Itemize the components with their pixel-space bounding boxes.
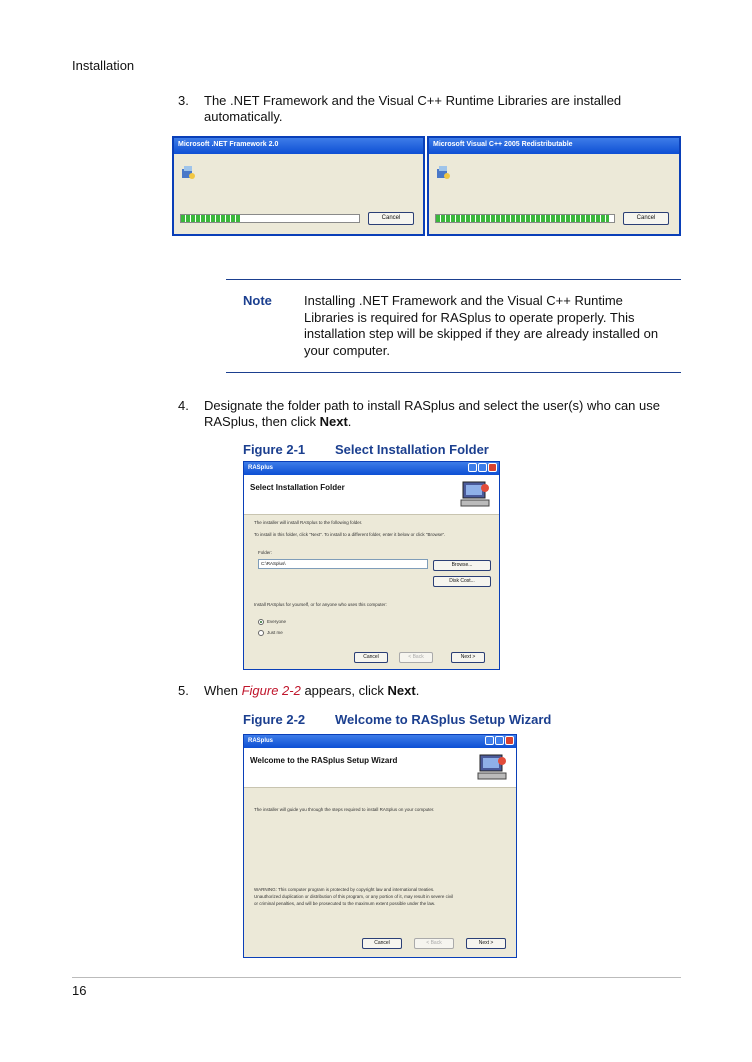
cancel-button[interactable]: Cancel xyxy=(623,212,669,225)
window-controls xyxy=(485,736,514,745)
users-prompt: Install RASplus for yourself, or for anyone who uses this computer: xyxy=(254,602,387,607)
setup-wizard-window xyxy=(243,734,517,958)
step-number: 3. xyxy=(178,93,189,108)
warning-line-3: or criminal penalties, and will be prosecuted to the maximum extent possible under the law. xyxy=(254,901,436,906)
setup-icon xyxy=(180,164,196,180)
everyone-radio[interactable] xyxy=(258,619,264,625)
minimize-icon[interactable] xyxy=(468,463,477,472)
step-text: The .NET Framework and the Visual C++ Runtime Libraries are installed automatically. xyxy=(204,93,622,124)
cancel-button[interactable]: Cancel xyxy=(368,212,414,225)
folder-label: Folder: xyxy=(258,550,273,555)
note-bottom-rule xyxy=(226,372,681,373)
window-title: Microsoft Visual C++ 2005 Redistributable xyxy=(429,138,679,154)
warning-line-2: Unauthorized duplication or distribution of this program, or any portion of it, may result in severe civil xyxy=(254,894,454,899)
step-number: 4. xyxy=(178,398,189,413)
progress-bar xyxy=(180,214,360,223)
footer-rule xyxy=(72,977,681,978)
step-number: 5. xyxy=(178,683,189,698)
wizard-header xyxy=(244,748,516,788)
disk-cost-button[interactable]: Disk Cost... xyxy=(433,576,491,587)
back-button[interactable]: < Back xyxy=(399,652,433,663)
folder-input[interactable]: C:\RASplus\ xyxy=(258,559,428,569)
step-text: Designate the folder path to install RASplus and select the user(s) who can use RASplus, then click Next. xyxy=(204,398,660,429)
step-3 xyxy=(178,93,688,127)
figure-caption xyxy=(243,442,543,458)
select-folder-window xyxy=(243,461,500,670)
computer-icon xyxy=(459,478,493,510)
next-button[interactable]: Next > xyxy=(466,938,506,949)
minimize-icon[interactable] xyxy=(485,736,494,745)
computer-icon xyxy=(476,751,510,783)
figure-number: Figure 2-1 xyxy=(243,442,306,457)
progress-bar xyxy=(435,214,615,223)
figure-cross-reference[interactable]: Figure 2-2 xyxy=(241,683,301,698)
progress-fill xyxy=(181,215,240,222)
cancel-button[interactable]: Cancel xyxy=(362,938,402,949)
window-title-bar xyxy=(244,735,516,748)
everyone-label: Everyone xyxy=(267,619,287,624)
note-label: Note xyxy=(243,293,272,308)
wizard-header xyxy=(244,475,499,515)
just-me-radio[interactable] xyxy=(258,630,264,636)
maximize-icon[interactable] xyxy=(478,463,487,472)
next-emphasis: Next xyxy=(319,414,348,429)
setup-icon xyxy=(435,164,451,180)
warning-line-1: WARNING: This computer program is protected by copyright law and international treaties. xyxy=(254,887,435,892)
step-4 xyxy=(178,398,688,432)
next-emphasis: Next xyxy=(387,683,416,698)
progress-fill xyxy=(436,215,609,222)
wizard-heading: Welcome to the RASplus Setup Wizard xyxy=(250,756,398,765)
figure-number: Figure 2-2 xyxy=(243,712,306,727)
window-title: RASplus xyxy=(248,738,274,744)
vcpp-install-window xyxy=(427,136,681,236)
close-icon[interactable] xyxy=(488,463,497,472)
window-controls xyxy=(468,463,497,472)
intro-line: The installer will guide you through the steps required to install RASplus on your computer. xyxy=(254,807,435,812)
note-top-rule xyxy=(226,279,681,280)
figure-title: Select Installation Folder xyxy=(335,442,489,457)
window-title-bar xyxy=(244,462,499,475)
dotnet-install-window xyxy=(172,136,425,236)
back-button[interactable]: < Back xyxy=(414,938,454,949)
step-text: When Figure 2-2 appears, click Next. xyxy=(204,683,420,698)
window-title: Microsoft .NET Framework 2.0 xyxy=(174,138,423,154)
close-icon[interactable] xyxy=(505,736,514,745)
intro-line-2: To install in this folder, click "Next". To install to a different folder, enter it below or click "Browse". xyxy=(254,532,446,537)
figure-caption xyxy=(243,712,573,728)
next-button[interactable]: Next > xyxy=(451,652,485,663)
cancel-button[interactable]: Cancel xyxy=(354,652,388,663)
maximize-icon[interactable] xyxy=(495,736,504,745)
browse-button[interactable]: Browse... xyxy=(433,560,491,571)
running-header: Installation xyxy=(72,58,135,73)
just-me-label: Just me xyxy=(267,630,283,635)
wizard-heading: Select Installation Folder xyxy=(250,483,345,492)
note-text: Installing .NET Framework and the Visual C++ Runtime Libraries is required for RASplus to operate properly. This installation step will be skipped if they are already installed on your computer. xyxy=(304,293,659,358)
figure-title: Welcome to RASplus Setup Wizard xyxy=(335,712,552,727)
page-number: 16 xyxy=(72,983,87,998)
intro-line-1: The installer will install RASplus to the following folder. xyxy=(254,520,363,525)
step-5 xyxy=(178,683,688,701)
window-title: RASplus xyxy=(248,465,274,471)
